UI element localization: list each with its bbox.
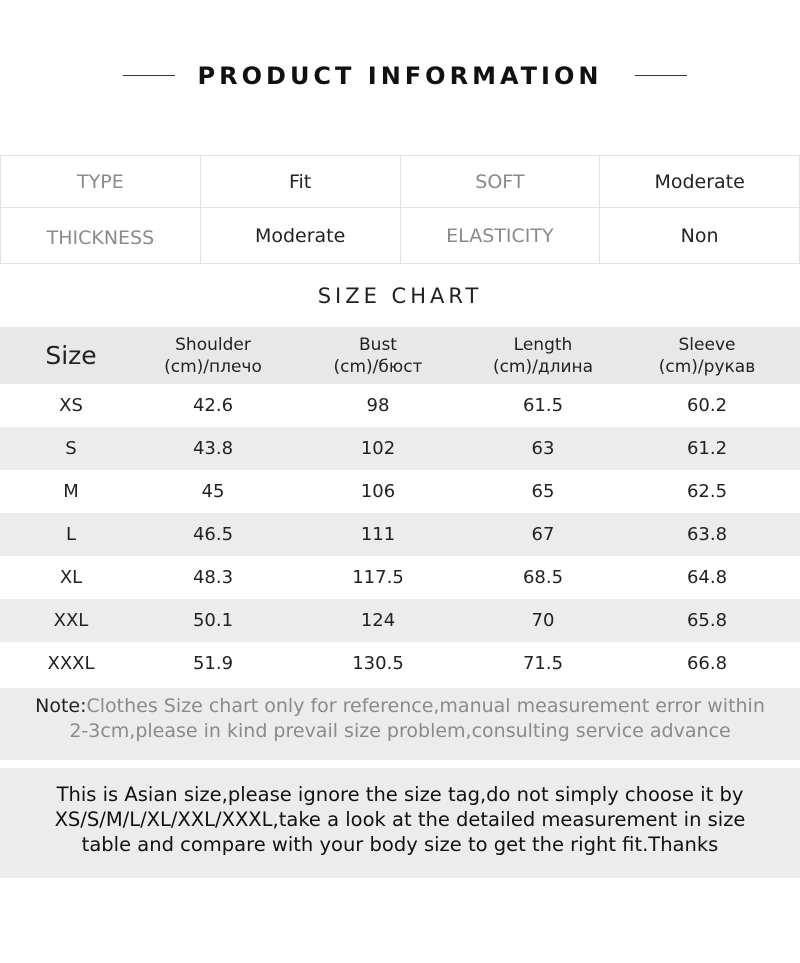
column-header-shoulder bbox=[142, 327, 284, 384]
attributes-row bbox=[1, 156, 800, 208]
bust-cell: 98 bbox=[366, 395, 390, 416]
size-cell: L bbox=[0, 513, 142, 556]
attribute-label-type: TYPE bbox=[1, 156, 201, 208]
column-header-bust bbox=[284, 327, 472, 384]
attribute-value-thickness: Moderate bbox=[200, 208, 400, 264]
page-title: PRODUCT INFORMATION bbox=[197, 62, 603, 90]
sleeve-cell: 61.2 bbox=[614, 427, 800, 470]
column-header-length-line1: Length bbox=[513, 334, 573, 355]
attribute-label-elasticity: ELASTICITY bbox=[400, 208, 600, 264]
length-cell: 67 bbox=[472, 513, 614, 556]
shoulder-cell: 51.9 bbox=[192, 653, 234, 674]
bust-cell: 130.5 bbox=[352, 653, 404, 674]
bust-cell: 102 bbox=[284, 427, 472, 470]
sleeve-cell: 66.8 bbox=[686, 653, 728, 674]
asian-notice-line2: XS/S/M/L/XL/XXL/XXXL,take a look at the detailed measurement in size bbox=[54, 808, 746, 831]
size-cell: M bbox=[63, 481, 79, 502]
sleeve-cell: 65.8 bbox=[614, 599, 800, 642]
asian-notice-line1: This is Asian size,please ignore the size tag,do not simply choose it by bbox=[56, 783, 744, 806]
size-chart-title: SIZE CHART bbox=[317, 284, 483, 308]
size-chart-header-row bbox=[0, 327, 800, 384]
length-cell: 68.5 bbox=[522, 567, 564, 588]
size-cell: S bbox=[0, 427, 142, 470]
length-cell: 63 bbox=[472, 427, 614, 470]
column-header-sleeve bbox=[614, 327, 800, 384]
table-row bbox=[0, 513, 800, 556]
asian-notice-line3: table and compare with your body size to get the right fit.Thanks bbox=[81, 833, 719, 856]
table-row bbox=[0, 556, 800, 599]
note-label: Note: bbox=[35, 695, 87, 717]
sleeve-cell: 64.8 bbox=[686, 567, 728, 588]
column-header-shoulder-line2: (cm)/плечо bbox=[164, 356, 262, 377]
length-cell: 70 bbox=[472, 599, 614, 642]
measurement-note bbox=[0, 688, 800, 760]
sleeve-cell: 60.2 bbox=[686, 395, 728, 416]
attribute-value-elasticity: Non bbox=[600, 208, 800, 264]
column-header-length bbox=[472, 327, 614, 384]
attribute-value-type: Fit bbox=[200, 156, 400, 208]
bust-cell: 111 bbox=[284, 513, 472, 556]
column-header-size bbox=[0, 327, 142, 384]
table-row bbox=[0, 470, 800, 513]
bust-cell: 106 bbox=[360, 481, 396, 502]
attributes-row bbox=[1, 208, 800, 264]
sleeve-cell: 63.8 bbox=[614, 513, 800, 556]
size-cell: XXXL bbox=[47, 653, 95, 674]
shoulder-cell: 42.6 bbox=[192, 395, 234, 416]
shoulder-cell: 50.1 bbox=[142, 599, 284, 642]
column-header-length-line2: (cm)/длина bbox=[492, 356, 594, 377]
attribute-label-thickness: THICKNESS bbox=[1, 208, 201, 264]
column-header-sleeve-line2: (cm)/рукав bbox=[658, 356, 756, 377]
attribute-value-soft: Moderate bbox=[600, 156, 800, 208]
size-cell: XXL bbox=[0, 599, 142, 642]
length-cell: 71.5 bbox=[522, 653, 564, 674]
note-text-line2: 2-3cm,please in kind prevail size problem,consulting service advance bbox=[69, 720, 731, 742]
table-row bbox=[0, 599, 800, 642]
column-header-sleeve-line1: Sleeve bbox=[678, 334, 736, 355]
shoulder-cell: 48.3 bbox=[192, 567, 234, 588]
column-header-size-label: Size bbox=[45, 340, 97, 370]
size-chart-table bbox=[0, 327, 800, 685]
shoulder-cell: 43.8 bbox=[142, 427, 284, 470]
shoulder-cell: 45 bbox=[201, 481, 225, 502]
table-row bbox=[0, 642, 800, 685]
header-divider-right bbox=[635, 75, 687, 76]
length-cell: 61.5 bbox=[522, 395, 564, 416]
size-cell: XS bbox=[59, 395, 83, 416]
column-header-bust-line1: Bust bbox=[359, 334, 397, 355]
length-cell: 65 bbox=[531, 481, 555, 502]
attribute-label-soft: SOFT bbox=[400, 156, 600, 208]
bust-cell: 117.5 bbox=[352, 567, 404, 588]
column-header-shoulder-line1: Shoulder bbox=[175, 334, 251, 355]
bust-cell: 124 bbox=[284, 599, 472, 642]
sleeve-cell: 62.5 bbox=[686, 481, 728, 502]
asian-size-notice bbox=[0, 768, 800, 878]
product-info-header bbox=[0, 58, 800, 94]
table-row bbox=[0, 427, 800, 470]
note-text: Clothes Size chart only for reference,manual measurement error within bbox=[86, 695, 765, 717]
table-row bbox=[0, 384, 800, 427]
product-attributes-table bbox=[0, 155, 800, 264]
column-header-bust-line2: (cm)/бюст bbox=[333, 356, 423, 377]
shoulder-cell: 46.5 bbox=[142, 513, 284, 556]
size-cell: XL bbox=[59, 567, 83, 588]
